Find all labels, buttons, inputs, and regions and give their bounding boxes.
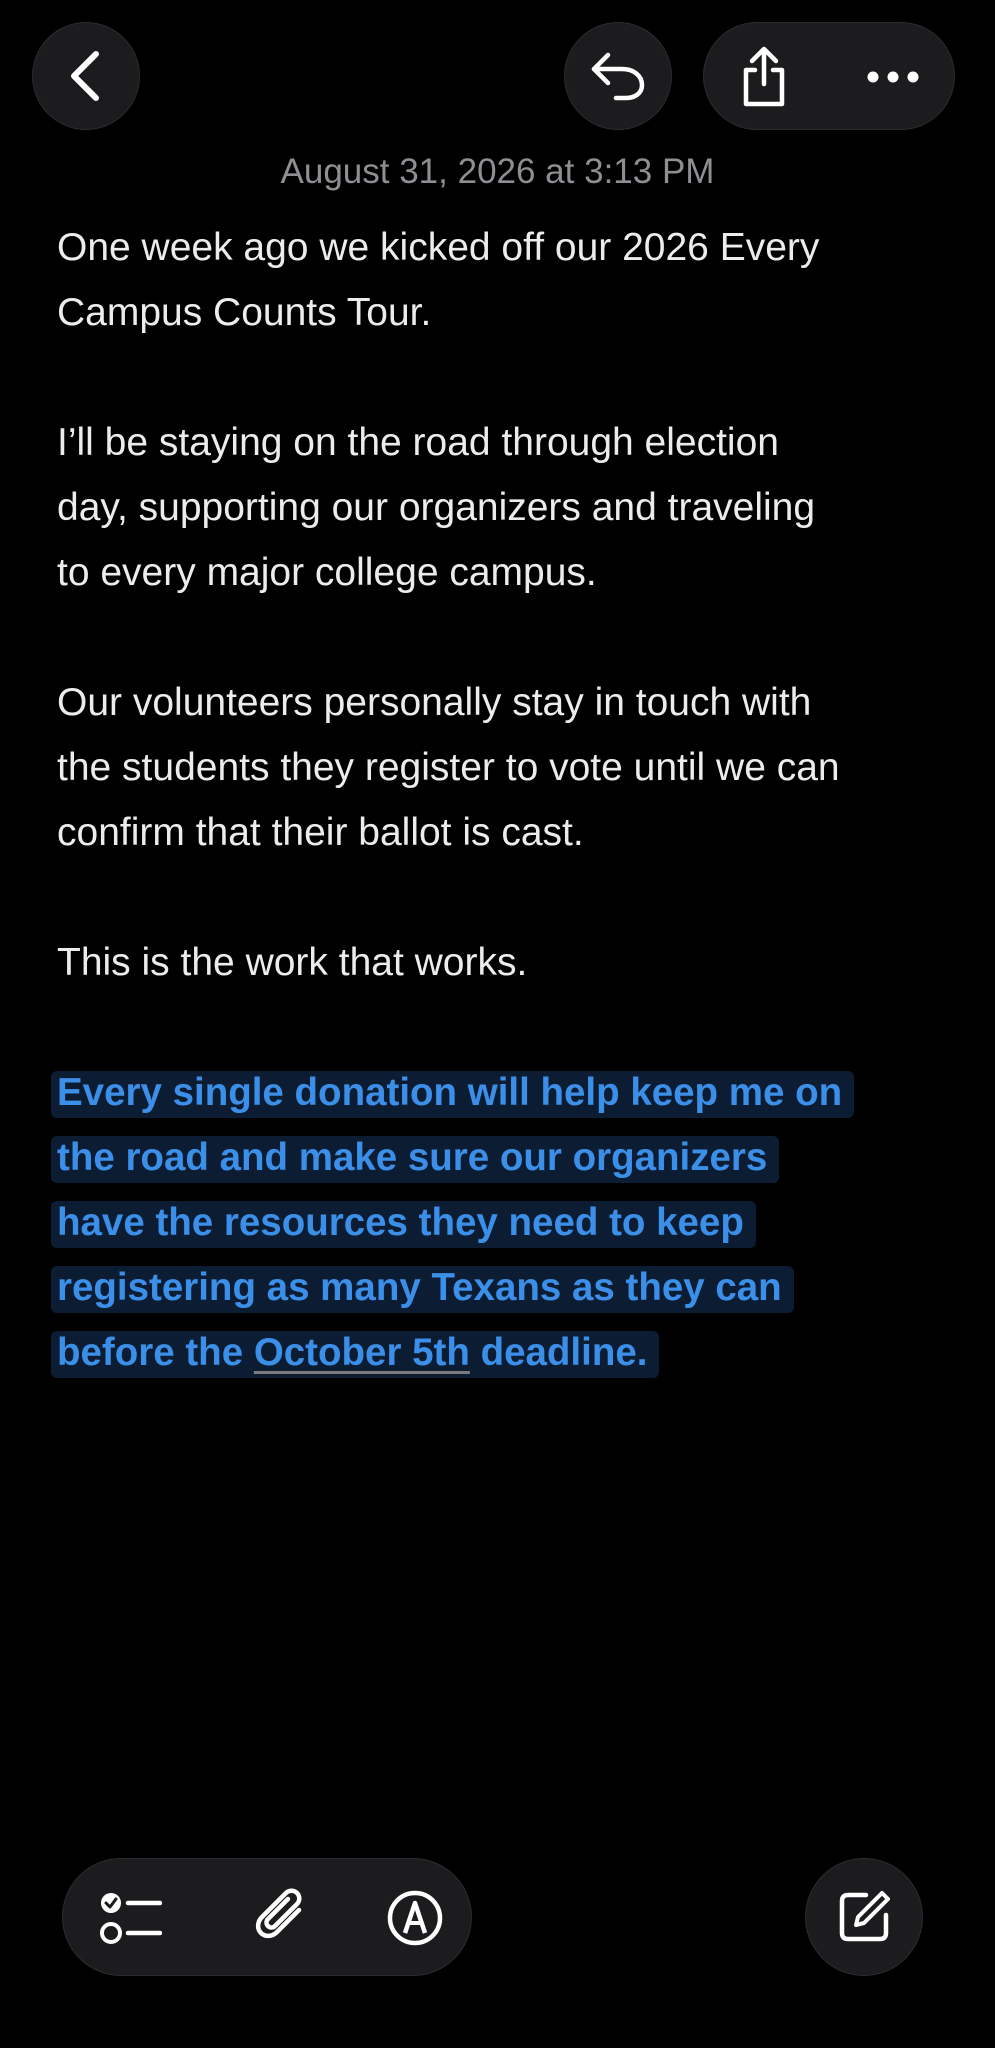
note-body[interactable] [57,215,957,1450]
checklist-button[interactable] [81,1859,181,1977]
selected-line: registering as many Texans as they can [51,1266,794,1313]
note-paragraph: I’ll be staying on the road through election day, supporting our organizers and traveling to every major college campus. [57,421,816,594]
markup-pen-icon [386,1889,444,1947]
markup-button[interactable] [365,1859,465,1977]
selected-line: the road and make sure our organizers [51,1136,779,1183]
checklist-icon [100,1890,162,1946]
paperclip-icon [255,1888,311,1948]
selected-line: before the [57,1331,254,1374]
compose-icon [836,1889,892,1945]
ellipsis-icon [867,71,919,83]
share-icon [738,46,790,108]
chevron-left-icon [66,50,106,102]
selected-paragraph[interactable] [57,1060,957,1385]
back-button[interactable] [32,22,140,130]
share-button[interactable] [704,23,824,131]
date-link[interactable]: October 5th [253,1331,470,1374]
selected-line: have the resources they need to keep [51,1201,756,1248]
note-paragraph: One week ago we kicked off our 2026 Every Campus Counts Tour. [57,226,820,334]
compose-button[interactable] [805,1858,923,1976]
share-more-group [703,22,955,130]
note-paragraph: This is the work that works. [57,941,528,984]
note-paragraph: Our volunteers personally stay in touch with the students they register to vote until we can confirm that their ballot is cast. [57,681,840,854]
note-timestamp: August 31, 2026 at 3:13 PM [280,152,715,191]
undo-button[interactable] [564,22,672,130]
selected-line: Every single donation will help keep me on [51,1071,854,1118]
selected-line: deadline. [469,1331,648,1374]
bottom-toolbar [62,1858,472,1976]
undo-arrow-icon [590,51,646,101]
more-button[interactable] [830,23,956,131]
attach-button[interactable] [233,1859,333,1977]
